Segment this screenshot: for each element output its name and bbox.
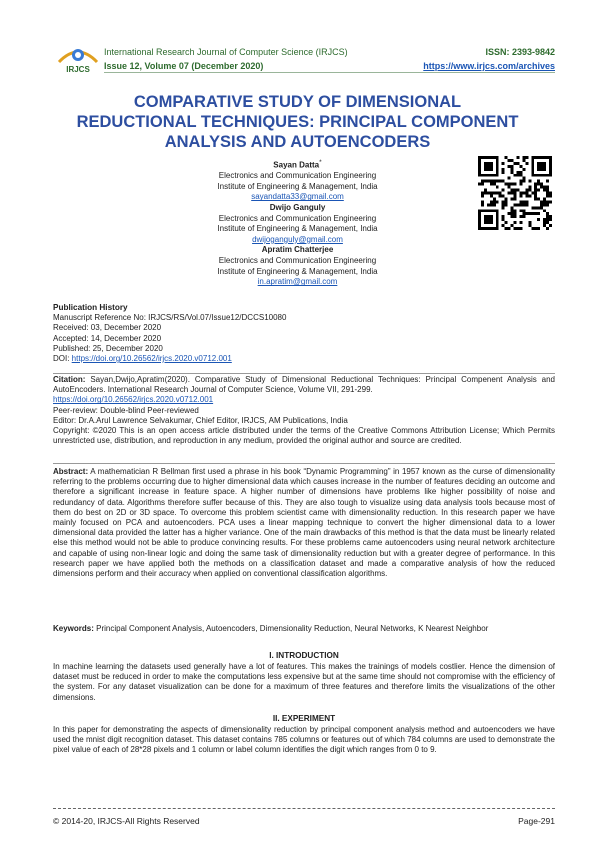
divider <box>53 463 555 464</box>
copyright-notice: Copyright: ©2020 This is an open access article distributed under the terms of the Creative Commons Attribution License; Which Permits unrestricted use, distribution, and reproduction in any medium, provided the original author and source are credited. <box>53 426 555 446</box>
doi-link[interactable]: https://doi.org/10.26562/irjcs.2020.v0712.001 <box>71 354 232 364</box>
doi-label: DOI: <box>53 354 72 364</box>
title-line: REDUCTIONAL TECHNIQUES: PRINCIPAL COMPONENT <box>76 113 519 131</box>
corresponding-mark: * <box>319 159 322 166</box>
author-dept: Electronics and Communication Engineering <box>218 171 377 181</box>
abstract <box>53 467 555 579</box>
section-text: In this paper for demonstrating the aspects of dimensionality reduction by principal component analysis method and autoencoders we have used the mnist digit recognition dataset. This dataset contains 785 columns or features out of which 784 columns are used to demonstrate the pixel value of each of 28*28 pixels and 1 column or label column identifies the digit which ranges from 0 to 9. <box>53 725 555 755</box>
section-heading: I. INTRODUCTION <box>269 651 339 660</box>
journal-issue: Issue 12, Volume 07 (December 2020) <box>104 61 264 71</box>
author <box>150 245 445 287</box>
title-line: COMPARATIVE STUDY OF DIMENSIONAL <box>133 93 462 111</box>
keywords <box>53 624 555 634</box>
author-email[interactable]: sayandatta33@gmail.com <box>251 192 344 202</box>
header-divider <box>104 72 555 73</box>
publication-history-heading: Publication History <box>53 303 128 312</box>
footer-divider <box>53 808 555 809</box>
peer-review: Peer-review: Double-blind Peer-reviewed <box>53 405 199 415</box>
author-inst: Institute of Engineering & Management, India <box>217 266 378 276</box>
citation-block <box>53 375 555 446</box>
journal-name: International Research Journal of Computer Science (IRJCS) <box>104 47 348 57</box>
title-line: ANALYSIS AND AUTOENCODERS <box>164 133 431 151</box>
citation-text: Sayan,Dwijo,Apratim(2020). Comparative Study of Dimensional Reductional Techniques: Principal Compenent Analysis and AutoEncoders. International Research Journal of Computer Science, Volume VII, 291-299. <box>53 375 555 395</box>
author-name: Apratim Chatterjee <box>261 245 334 255</box>
publication-history <box>53 303 555 364</box>
published-date: Published: 25, December 2020 <box>53 343 163 353</box>
received-date: Received: 03, December 2020 <box>53 323 162 333</box>
accepted-date: Accepted: 14, December 2020 <box>53 333 162 343</box>
author-name: Dwijo Ganguly <box>269 203 326 213</box>
author <box>150 203 445 245</box>
author-inst: Institute of Engineering & Management, India <box>217 224 378 234</box>
citation-doi-link[interactable]: https://doi.org/10.26562/irjcs.2020.v0712.001 <box>53 395 214 405</box>
doi-line <box>53 354 555 364</box>
author-block <box>150 158 445 288</box>
author <box>150 158 445 203</box>
issn: ISSN: 2393-9842 <box>485 47 555 57</box>
author-email[interactable]: dwijoganguly@gmail.com <box>252 234 343 244</box>
footer-copyright: © 2014-20, IRJCS-All Rights Reserved <box>53 816 200 826</box>
author-email[interactable]: in.apratim@gmail.com <box>257 277 338 287</box>
archive-link[interactable]: https://www.irjcs.com/archives <box>423 61 555 71</box>
keywords-label: Keywords: <box>53 624 94 633</box>
citation-label: Citation: <box>53 375 86 384</box>
author-dept: Electronics and Communication Engineering <box>218 213 377 223</box>
keywords-text: Principal Component Analysis, Autoencoders, Dimensionality Reduction, Neural Networks, K Nearest Neighbor <box>93 624 489 633</box>
manuscript-ref: Manuscript Reference No: IRJCS/RS/Vol.07/Issue12/DCCS10080 <box>53 313 287 323</box>
author-inst: Institute of Engineering & Management, India <box>217 181 378 191</box>
author-dept: Electronics and Communication Engineering <box>218 256 377 265</box>
abstract-label: Abstract: <box>53 467 89 476</box>
paper-title <box>60 92 535 152</box>
divider <box>53 373 555 374</box>
qr-code <box>478 156 552 230</box>
section-text: In machine learning the datasets used generally have a lot of features. This makes the trainings of models costlier. Hence the dimension of dataset must be reduced in order to make the computations less expensive but at the same time should not compromise with the efficiency of the system. For any dataset visualization can be done for a maximum of three features and therefore limits the visualizations of the other dimensions. <box>53 662 555 702</box>
section-heading: II. EXPERIMENT <box>272 714 336 723</box>
abstract-text: A mathematician R Bellman first used a phrase in his book “Dynamic Programming” in 1957 known as the curse of dimensionality referring to the problems occurring due to higher dimensional data which causes increase in the number of features deciding an outcome and therefore a significant increase in feature space. A higher number of dimensions have problems like higher possibility of noise and redundancy of data. Algorithms therefore suffer because of this. They are also tough to visualize using data analysis tools because most of them do best on 2D or 3D space. To overcome this problem scientist came with dimensionality reduction. In this research paper we have mainly focused on PCA and autoencoders. PCA uses a linear mapping technique to convert the higher dimensional data to a lower dimensional data provided the latter has a higher variance. One of the main drawbacks of this method is that the data must be linearly related else this method would not be able to produce convincing results. For these problems came autoencoders using neural network architecture and capable of using non-linear logic and doing the same task of dimensionality reduction but with a greater degree of performance. In this research paper we have applied both the methods on a classification dataset and made a comparative analysis of how the reduced dimensions perform and their accuracy when applied on conventional classification algorithms. <box>53 467 555 579</box>
logo-text: IRJCS <box>66 65 90 74</box>
editor: Editor: Dr.A.Arul Lawrence Selvakumar, Chief Editor, IRJCS, AM Publications, India <box>53 415 348 425</box>
page-number: Page-291 <box>518 816 555 826</box>
irjcs-logo <box>55 40 101 74</box>
author-name: Sayan Datta <box>273 160 320 170</box>
